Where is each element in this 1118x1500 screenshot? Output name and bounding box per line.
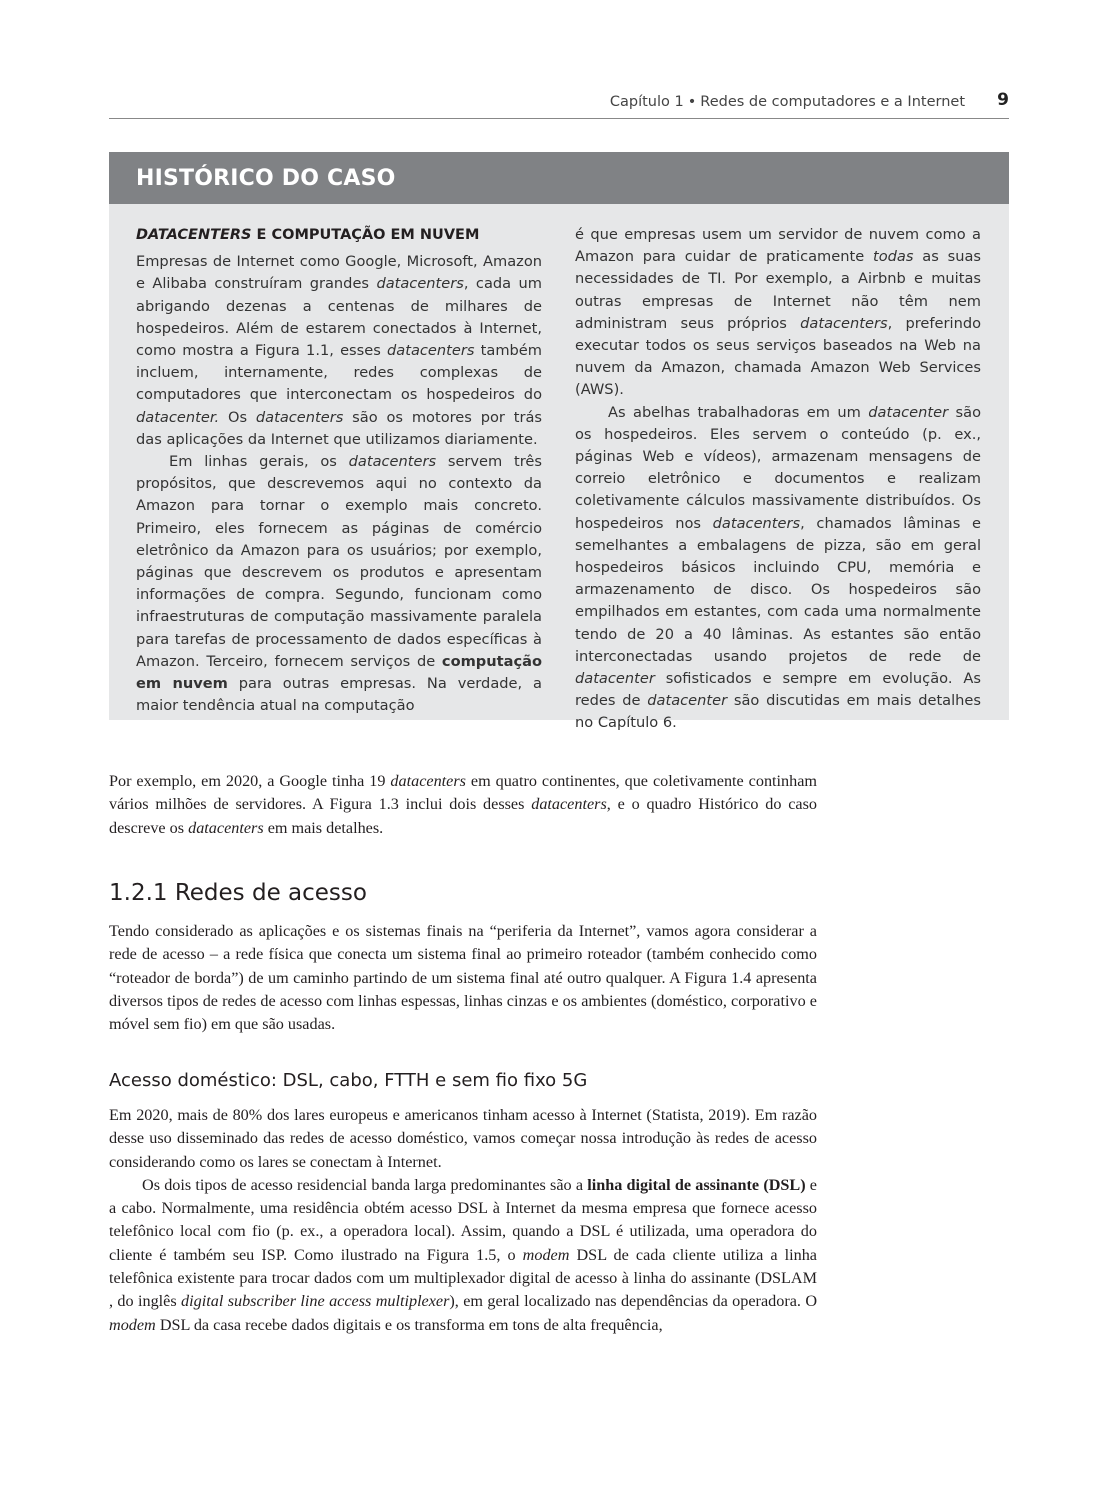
page-number: 9 bbox=[997, 90, 1009, 110]
paragraph: Em 2020, mais de 80% dos lares europeus e americanos tinham acesso à Internet (Statista, 2019). Em razão desse uso disseminado das redes de acesso doméstico, vamos começar nossa introdução às redes de acesso considerando como os lares se conectam à Internet. bbox=[109, 1106, 817, 1171]
chapter-title: Redes de computadores e a Internet bbox=[700, 94, 965, 110]
key-term: linha digital de assinante (DSL) bbox=[587, 1175, 806, 1194]
bullet-separator: • bbox=[687, 94, 697, 110]
case-study-box bbox=[109, 152, 1009, 732]
case-paragraph: é que empresas usem um servidor de nuvem como a Amazon para cuidar de praticamente todas as suas necessidades de TI. Por exemplo, a Airbnb e muitas outras empresas de Internet não têm nem administram seus próprios datacenters, preferindo executar todos os seus serviços baseados na Web na nuvem da Amazon, chamada Amazon Web Services (AWS). bbox=[575, 226, 982, 399]
case-box-heading: HISTÓRICO DO CASO bbox=[109, 152, 1009, 204]
case-box-left-column bbox=[136, 224, 542, 717]
running-head-chapter bbox=[610, 94, 965, 110]
section-paragraph: Tendo considerado as aplicações e os sistemas finais na “periferia da Internet”, vamos agora considerar a rede de acesso – a rede física que conecta um sistema final ao primeiro roteador (também conhecido como “roteador de borda”) de um caminho partindo de um sistema final até outro qualquer. A Figura 1.4 apresenta diversos tipos de redes de acesso com linhas espessas, linhas cinzas e os ambientes (doméstico, corporativo e móvel sem fio) em que são usadas. bbox=[109, 922, 817, 1034]
running-head bbox=[109, 90, 1009, 119]
case-box-right-column bbox=[575, 224, 981, 735]
subsection-heading: Acesso doméstico: DSL, cabo, FTTH e sem fio fixo 5G bbox=[109, 1070, 588, 1091]
case-box-title: DATACENTERS E COMPUTAÇÃO EM NUVEM bbox=[136, 227, 480, 243]
paragraph: Os dois tipos de acesso residencial banda larga predominantes são a linha digital de assinante (DSL) e a cabo. Normalmente, uma residência obtém acesso DSL à Internet da mesma empresa que fornece acesso telefônico local com fio (p. ex., a operadora local). Assim, quando a DSL é utilizada, uma operadora do cliente é também seu ISP. Como ilustrado na Figura 1.5, o modem DSL de cada cliente utiliza a linha telefônica existente para trocar dados com um multiplexador digital de acesso à linha do assinante (DSLAM , do inglês digital subscriber line access multiplexer), em geral localizado nas dependências da operadora. O modem DSL da casa recebe dados digitais e os transforma em tons de alta frequência, bbox=[109, 1175, 818, 1334]
chapter-label: Capítulo 1 bbox=[609, 94, 684, 110]
case-paragraph: Em linhas gerais, os datacenters servem três propósitos, que descrevemos aqui no contexto da Amazon para tornar o exemplo mais concreto. Primeiro, eles fornecem as páginas de comércio eletrônico da Amazon para os usuários; por exemplo, páginas que descrevem os produtos e apresentam informações de compra. Segundo, funcionam como infraestruturas de computação massivamente paralela para tarefas de processamento de dados específicas à Amazon. Terceiro, fornecem serviços de computação em nuvem para outras empresas. Na verdade, a maior tendência atual na computação bbox=[136, 453, 542, 715]
case-paragraph: Empresas de Internet como Google, Microsoft, Amazon e Alibaba construíram grandes datacenters, cada um abrigando dezenas a centenas de milhares de hospedeiros. Além de estarem conectados à Internet, como mostra a Figura 1.1, esses datacenters também incluem, internamente, redes complexas de computadores que interconectam os hospedeiros do datacenter. Os datacenters são os motores por trás das aplicações da Internet que utilizamos diariamente. bbox=[136, 253, 543, 448]
key-term: computação em nuvem bbox=[136, 652, 542, 693]
case-paragraph: As abelhas trabalhadoras em um datacenter são os hospedeiros. Eles servem o conteúdo (p. ex., páginas Web e vídeos), armazenam mensagens de correio eletrônico e documentos e realizam coletivamente cálculos massivamente distribuídos. Os hospedeiros nos datacenters, chamados lâminas e semelhantes a embalagens de pizza, são em geral hospedeiros básicos incluindo CPU, memória e armazenamento de disco. Os hospedeiros são empilhados em estantes, com cada uma normalmente tendo de 20 a 40 lâminas. As estantes são então interconectadas usando projetos de rede de datacenter sofisticados e sempre em evolução. As redes de datacenter são discutidas em mais detalhes no Capítulo 6. bbox=[575, 403, 981, 732]
subsection-body bbox=[109, 1104, 817, 1337]
intro-paragraph: Por exemplo, em 2020, a Google tinha 19 datacenters em quatro continentes, que coletivamente continham vários milhões de servidores. A Figura 1.3 inclui dois desses datacenters, e o quadro Histórico do caso descreve os datacenters em mais detalhes. bbox=[109, 772, 817, 837]
section-heading: 1.2.1 Redes de acesso bbox=[109, 880, 367, 906]
